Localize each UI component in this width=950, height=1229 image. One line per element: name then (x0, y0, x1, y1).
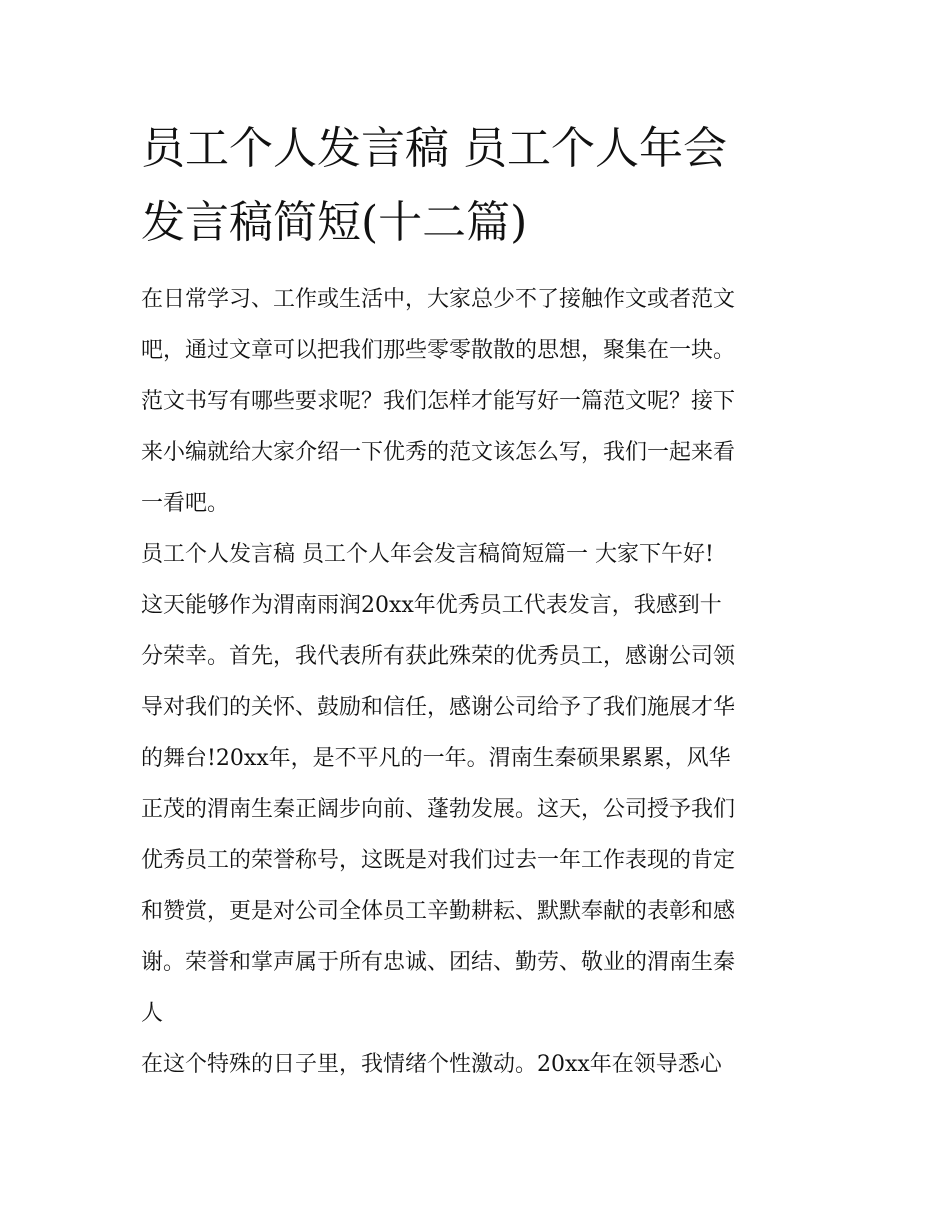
closing-paragraph (141, 1039, 813, 1090)
text-line: 的舞台!20xx年，是不平凡的一年。渭南生秦硕果累累，风华 (141, 746, 731, 771)
text-line: 优秀员工的荣誉称号，这既是对我们过去一年工作表现的肯定 (141, 848, 736, 873)
text-line: 吧，通过文章可以把我们那些零零散散的思想，聚集在一块。 (141, 338, 736, 363)
intro-paragraph (141, 274, 813, 529)
text-line: 正茂的渭南生秦正阔步向前、蓬勃发展。这天，公司授予我们 (141, 797, 736, 822)
body-paragraph (141, 580, 813, 1039)
text-line: 导对我们的关怀、鼓励和信任，感谢公司给予了我们施展才华 (141, 695, 736, 720)
document-title (141, 112, 813, 260)
text-line: 在这个特殊的日子里，我情绪个性激动。20xx年在领导悉心 (141, 1052, 722, 1077)
text-line: 在日常学习、工作或生活中，大家总少不了接触作文或者范文 (141, 287, 736, 312)
text-line: 人 (141, 1001, 164, 1026)
document-page (141, 112, 813, 1090)
title-line: 发言稿简短(十二篇) (141, 197, 528, 248)
text-line: 这天能够作为渭南雨润20xx年优秀员工代表发言，我感到十 (141, 593, 722, 618)
title-line: 员工个人发言稿 员工个人年会 (141, 123, 727, 174)
text-line: 谢。荣誉和掌声属于所有忠诚、团结、勤劳、敬业的渭南生秦 (141, 950, 736, 975)
text-line: 一看吧。 (141, 491, 230, 516)
text-line: 分荣幸。首先，我代表所有获此殊荣的优秀员工，感谢公司领 (141, 644, 736, 669)
text-line: 员工个人发言稿 员工个人年会发言稿简短篇一 大家下午好! (141, 542, 714, 567)
text-line: 范文书写有哪些要求呢？我们怎样才能写好一篇范文呢？接下 (141, 389, 736, 414)
section-heading-line (141, 529, 813, 580)
text-line: 和赞赏，更是对公司全体员工辛勤耕耘、默默奉献的表彰和感 (141, 899, 736, 924)
text-line: 来小编就给大家介绍一下优秀的范文该怎么写，我们一起来看 (141, 440, 736, 465)
